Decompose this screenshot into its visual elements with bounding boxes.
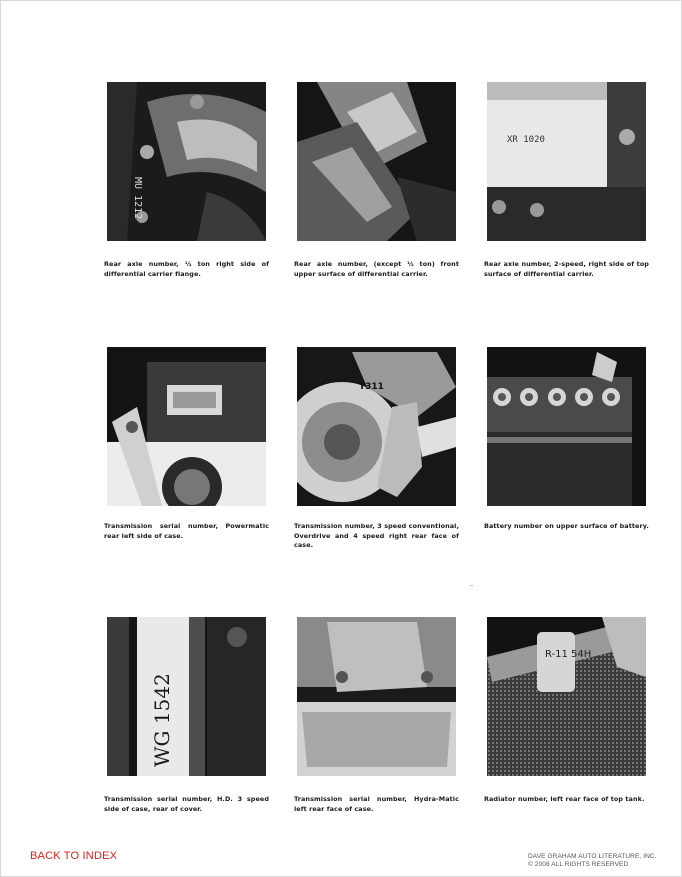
stamp-text: T311	[359, 382, 384, 392]
copyright-line-2: © 2008 ALL RIGHTS RESERVED	[528, 861, 629, 868]
copyright	[528, 853, 657, 869]
copyright-line-1: DAVE GRAHAM AUTO LITERATURE, INC.	[528, 853, 657, 860]
photo-transmission-hd-3-speed	[107, 617, 266, 776]
stamp-text: R-11 54H	[545, 649, 592, 660]
caption: Transmission number, 3 speed conventional, Overdrive and 4 speed right rear face of case.	[294, 522, 459, 550]
caption: Transmission serial number, Hydra-Matic left rear face of case.	[294, 795, 459, 813]
page-speck	[470, 585, 473, 586]
back-to-index-link[interactable]: BACK TO INDEX	[30, 850, 118, 862]
caption: Rear axle number, (except ½ ton) front upper surface of differential carrier.	[294, 260, 459, 278]
photo-radiator	[487, 617, 646, 776]
photo-transmission-powermatic	[107, 347, 266, 506]
stamp-text: WG 1542	[150, 673, 174, 767]
photo-battery	[487, 347, 646, 506]
caption: Rear axle number, ½ ton right side of differential carrier flange.	[104, 260, 269, 278]
stamp-text: XR 1020	[507, 135, 545, 145]
stamp-text: MU 1212	[132, 177, 143, 220]
caption: Transmission serial number, H.D. 3 speed side of case, rear of cover.	[104, 795, 269, 813]
caption: Transmission serial number, Powermatic rear left side of case.	[104, 522, 269, 540]
caption: Radiator number, left rear face of top tank.	[484, 795, 645, 803]
photo-rear-axle-2-speed	[487, 82, 646, 241]
photo-transmission-3-speed	[297, 347, 456, 506]
photo-rear-axle-half-ton	[107, 82, 266, 241]
caption: Rear axle number, 2-speed, right side of top surface of differential carrier.	[484, 260, 649, 278]
caption: Battery number on upper surface of battery.	[484, 522, 649, 530]
photo-rear-axle-except-half-ton	[297, 82, 456, 241]
photo-transmission-hydra-matic	[297, 617, 456, 776]
